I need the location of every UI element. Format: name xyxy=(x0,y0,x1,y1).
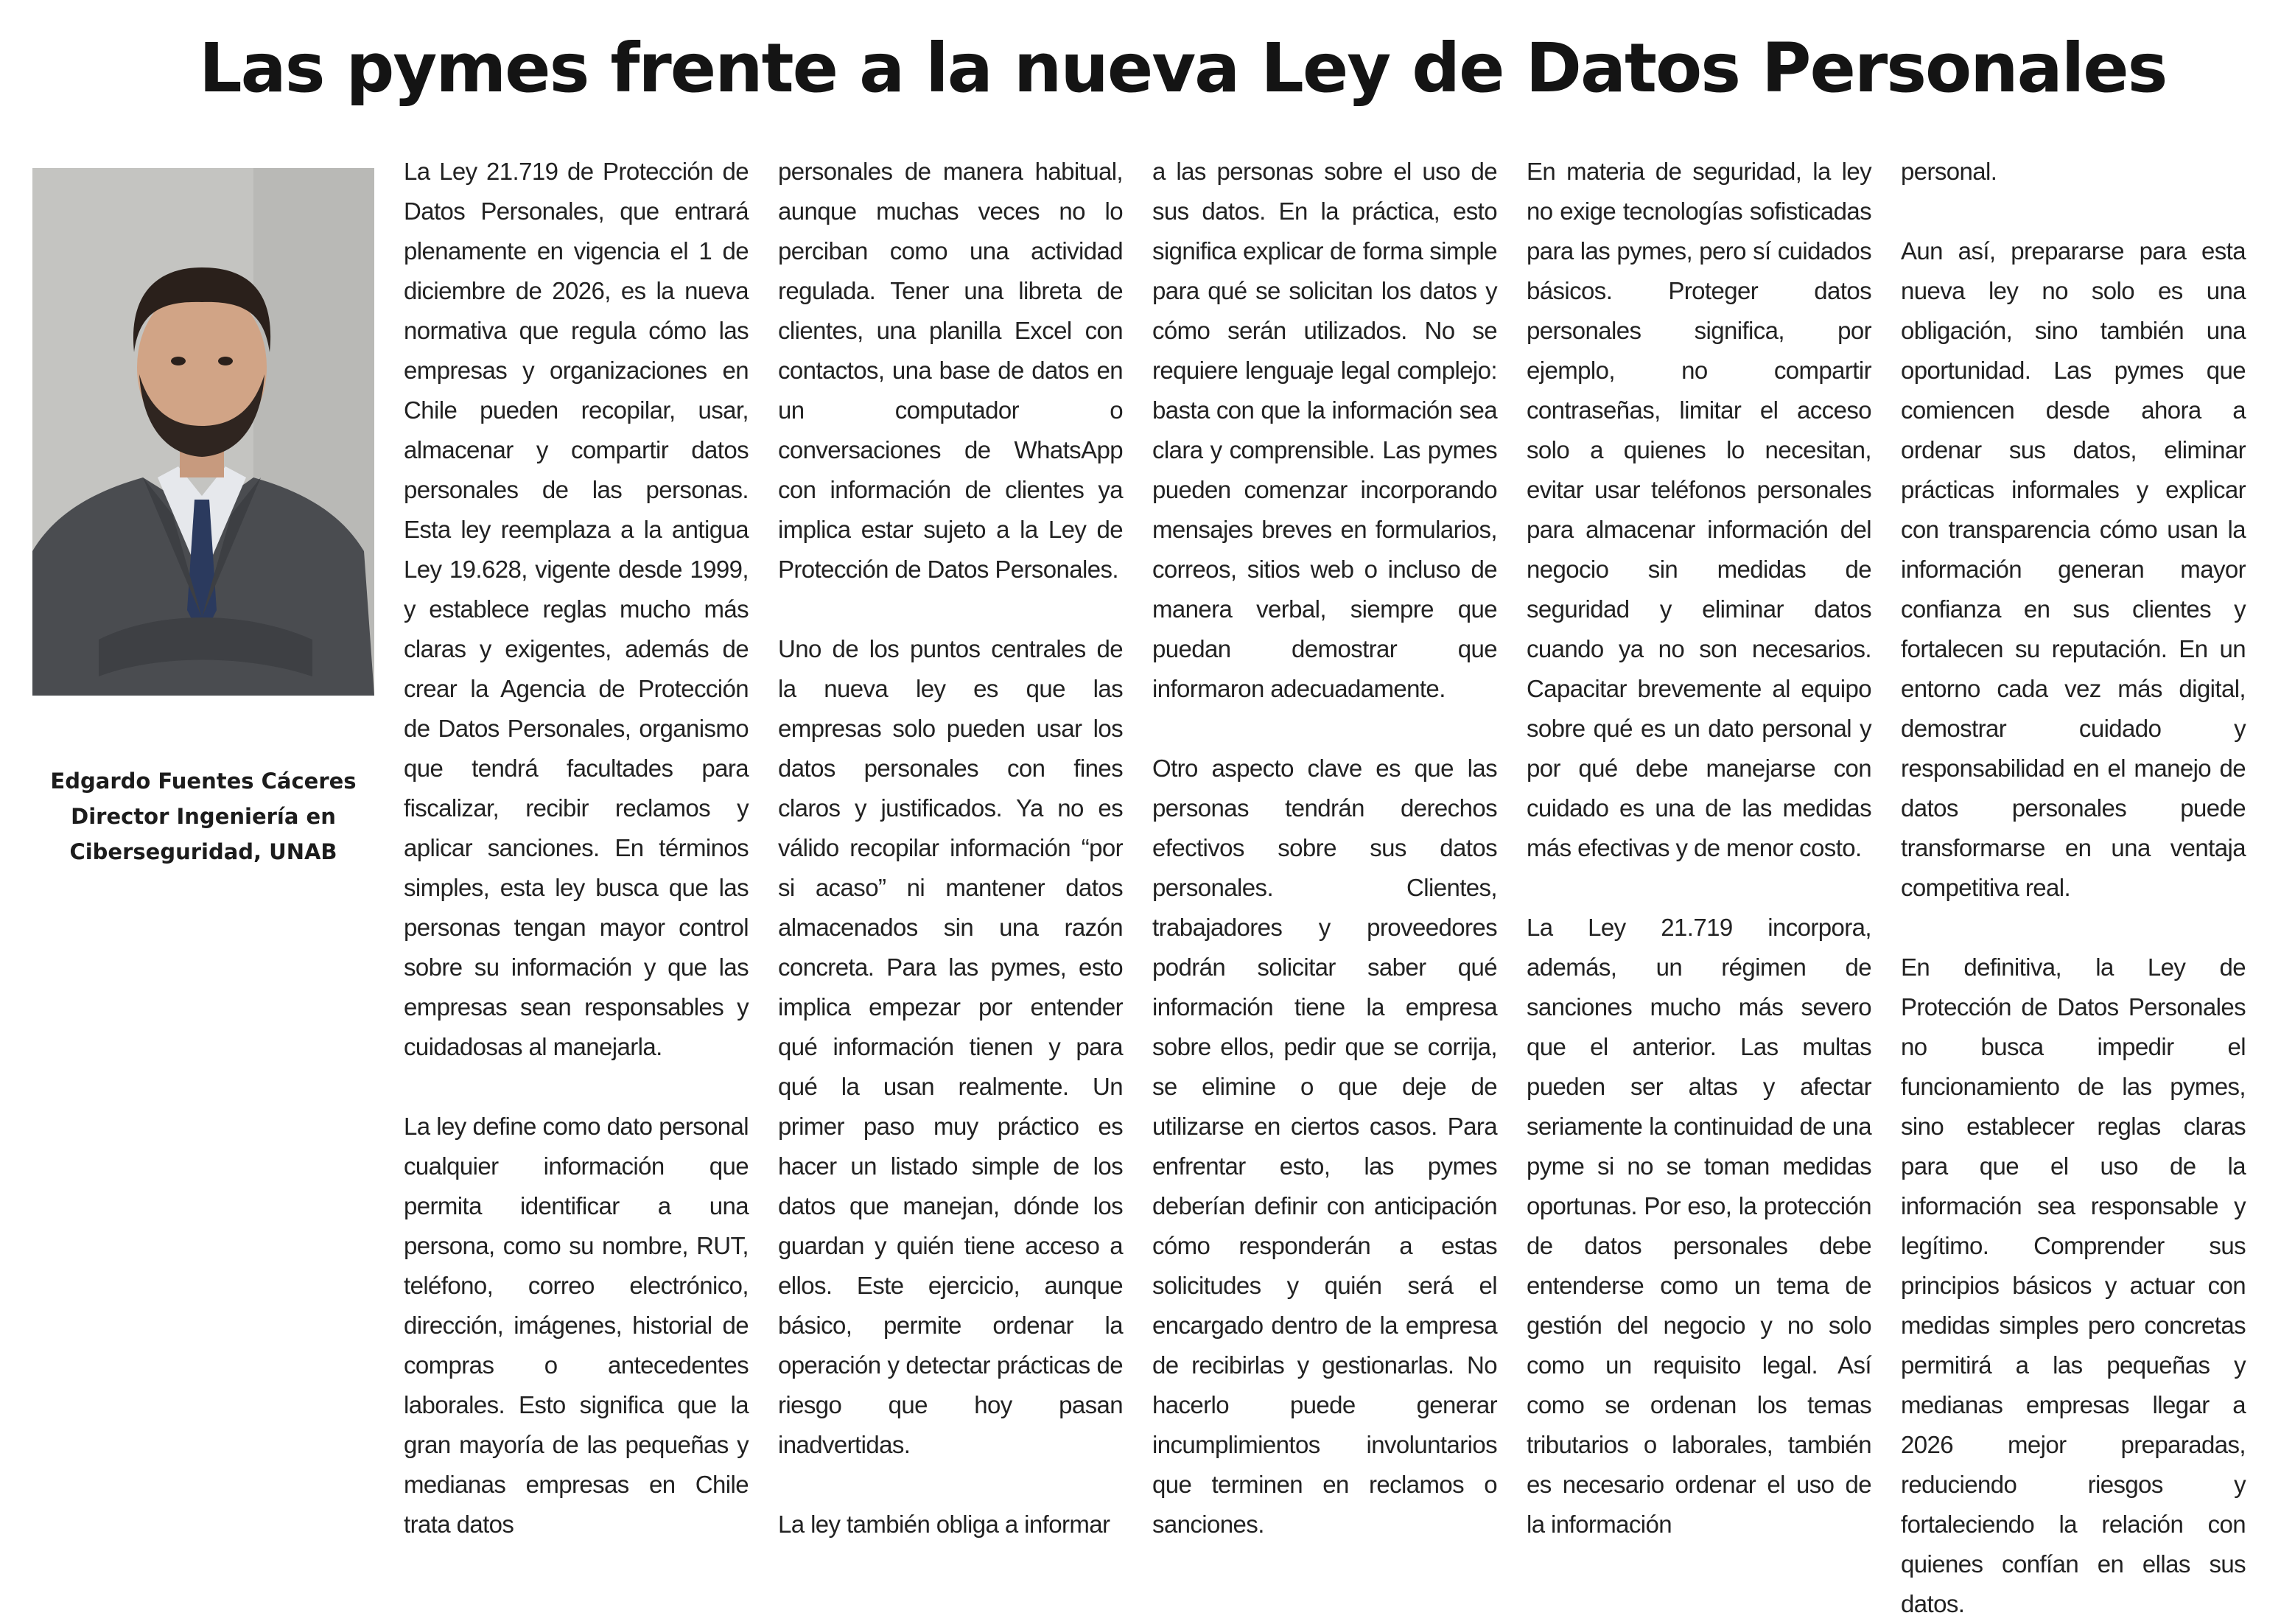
paragraph: La Ley 21.719 incorpora, además, un régimen de sanciones mucho más severo que el anterior. Las multas pueden ser altas y afectar seriamente la continuidad de una pyme si no se toman medidas oportunas. Por eso, la protección de datos personales debe entenderse como un tema de gestión del negocio y no solo como un requisito legal. Así como se ordenan los temas tributarios o laborales, también es necesario ordenar el uso de la información xyxy=(1527,914,1871,1538)
author-caption xyxy=(32,763,374,869)
paragraph: La ley define como dato personal cualquier información que permita identificar a una persona, como su nombre, RUT, teléfono, correo electrónico, dirección, imágenes, historial de compras o antecedentes laborales. Esto significa que la gran mayoría de las pequeñas y medianas empresas en Chile trata datos xyxy=(404,1113,749,1538)
author-org: Ciberseguridad, UNAB xyxy=(69,839,337,864)
paragraph: Uno de los puntos centrales de la nueva ley es que las empresas solo pueden usar los datos personales con fines claros y justificados. Ya no es válido recopilar información “por si acaso” ni mantener datos almacenados sin una razón concreta. Para las pymes, esto implica empezar por entender qué información tienen y para qué la usan realmente. Un primer paso muy práctico es hacer un listado simple de los datos que manejan, dónde los guardan y quién tiene acceso a ellos. Este ejercicio, aunque básico, permite ordenar la operación y detectar prácticas de riesgo que hoy pasan inadvertidas. xyxy=(778,635,1123,1458)
paragraph: Otro aspecto clave es que las personas tendrán derechos efectivos sobre sus datos personales. Clientes, trabajadores y proveedores podrán solicitar saber qué información tiene la empresa sobre ellos, pedir que se corrija, se elimine o que deje de utilizarse en ciertos casos. Para enfrentar esto, las pymes deberían definir con anticipación cómo responderán a estas solicitudes y quién será el encargado dentro de la empresa de recibirlas y gestionarlas. No hacerlo puede generar incumplimientos involuntarios que terminen en reclamos o sanciones. xyxy=(1152,755,1497,1538)
author-name: Edgardo Fuentes Cáceres xyxy=(50,769,357,794)
article-column-2 xyxy=(778,152,1123,1544)
paragraph: a las personas sobre el uso de sus datos. En la práctica, esto significa explicar de forma simple para qué se solicitan los datos y cómo serán utilizados. No se requiere lenguaje legal complejo: basta con que la información sea clara y comprensible. Las pymes pueden comenzar incorporando mensajes breves en formularios, correos, sitios web o incluso de manera verbal, siempre que puedan demostrar que informaron adecuadamente. xyxy=(1152,158,1497,702)
author-photo xyxy=(32,168,374,696)
paragraph: La Ley 21.719 de Protección de Datos Personales, que entrará plenamente en vigencia el 1 de diciembre de 2026, es la nueva normativa que regula cómo las empresas y organizaciones en Chile pueden recopilar, usar, almacenar y compartir datos personales de las personas. Esta ley reemplaza a la antigua Ley 19.628, vigente desde 1999, y establece reglas mucho más claras y exigentes, además de crear la Agencia de Protección de Datos Personales, organismo que tendrá facultades para fiscalizar, recibir reclamos y aplicar sanciones. En términos simples, esta ley busca que las personas tengan mayor control sobre su información y que las empresas sean responsables y cuidadosas al manejarla. xyxy=(404,158,749,1060)
article-column-3 xyxy=(1152,152,1497,1544)
paragraph: En materia de seguridad, la ley no exige tecnologías sofisticadas para las pymes, pero sí cuidados básicos. Proteger datos personales significa, por ejemplo, no compartir contraseñas, limitar el acceso solo a quienes lo necesitan, evitar usar teléfonos personales para almacenar información del negocio sin medidas de seguridad y eliminar datos cuando ya no son necesarios. Capacitar brevemente al equipo sobre qué es un dato personal y por qué debe manejarse con cuidado es una de las medidas más efectivas y de menor costo. xyxy=(1527,158,1871,861)
article-column-4 xyxy=(1527,152,1871,1544)
paragraph: La ley también obliga a informar xyxy=(778,1511,1110,1538)
article-column-5 xyxy=(1901,152,2246,1624)
paragraph: personal. xyxy=(1901,158,1997,185)
article-headline: Las pymes frente a la nueva Ley de Datos Personales xyxy=(199,29,2167,108)
paragraph: personales de manera habitual, aunque muchas veces no lo perciban como una actividad regulada. Tener una libreta de clientes, una planilla Excel con contactos, una base de datos en un computador o conversaciones de WhatsApp con información de clientes ya implica estar sujeto a la Ley de Protección de Datos Personales. xyxy=(778,158,1123,583)
author-role: Director Ingeniería en xyxy=(71,804,336,829)
paragraph: Aun así, prepararse para esta nueva ley no solo es una obligación, sino también una oportunidad. Las pymes que comiencen desde ahora a ordenar sus datos, eliminar prácticas informales y explicar con transparencia cómo usan la información generan mayor confianza en sus clientes y fortalecen su reputación. En un entorno cada vez más digital, demostrar cuidado y responsabilidad en el manejo de datos personales puede transformarse en una ventaja competitiva real. xyxy=(1901,237,2246,901)
paragraph: En definitiva, la Ley de Protección de Datos Personales no busca impedir el funcionamiento de las pymes, sino establecer reglas claras para que el uso de la información sea responsable y legítimo. Comprender sus principios básicos y actuar con medidas simples pero concretas permitirá a las pequeñas y medianas empresas llegar a 2026 mejor preparadas, reduciendo riesgos y fortaleciendo la relación con quienes confían en ellas sus datos. xyxy=(1901,953,2246,1617)
article-column-1 xyxy=(404,152,749,1544)
